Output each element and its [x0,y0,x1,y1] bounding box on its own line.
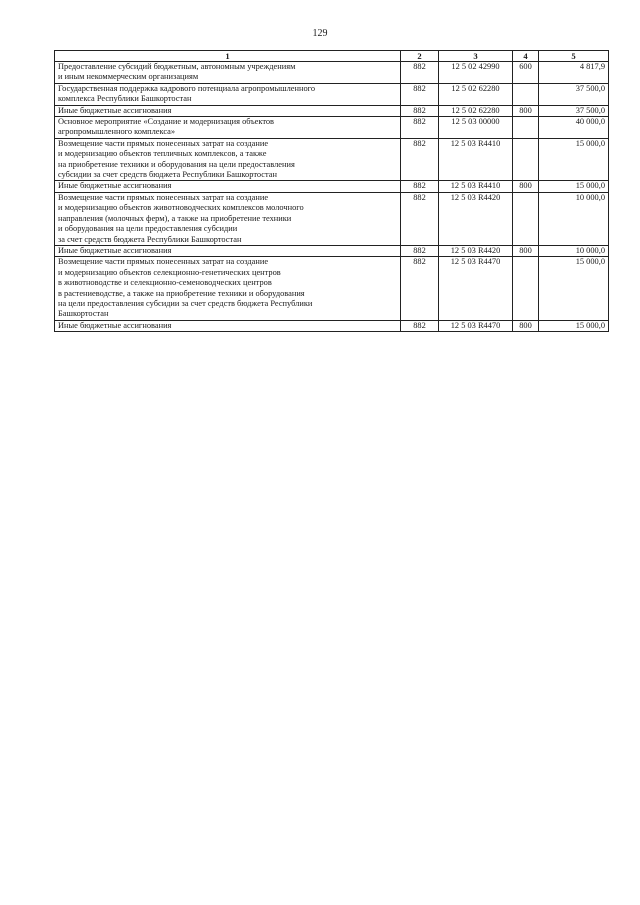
row-amount: 10 000,0 [539,192,609,245]
page-number: 129 [312,28,328,39]
row-department-code: 882 [401,117,439,139]
row-name: Государственная поддержка кадрового потенциала агропромышленного комплекса Республики Башкортостан [55,83,401,105]
column-header-4: 4 [513,51,539,62]
table-row [55,245,609,256]
row-expense-type [513,257,539,320]
row-name: Иные бюджетные ассигнования [55,181,401,192]
row-department-code: 882 [401,320,439,331]
column-header-1: 1 [55,51,401,62]
row-department-code: 882 [401,83,439,105]
column-header-5: 5 [539,51,609,62]
table-row [55,192,609,245]
table-row [55,320,609,331]
table-row [55,181,609,192]
row-expense-type [513,83,539,105]
row-name: Основное мероприятие «Создание и модернизация объектов агропромышленного комплекса» [55,117,401,139]
column-header-3: 3 [439,51,513,62]
table-row [55,62,609,84]
row-target-article: 12 5 03 R4420 [439,192,513,245]
table-row [55,105,609,116]
row-target-article: 12 5 03 R4470 [439,320,513,331]
table-header-row [55,51,609,62]
row-department-code: 882 [401,138,439,181]
row-amount: 10 000,0 [539,245,609,256]
row-name: Возмещение части прямых понесенных затрат на создание и модернизацию объектов селекционно-генетических центров в животноводстве и селекционно-семеноводческих центров в растениеводстве, а также на приобретение техники и оборудования на цели предоставления субсидии за счет средств бюджета Республики Башкортостан [55,257,401,320]
row-name: Возмещение части прямых понесенных затрат на создание и модернизацию объектов тепличных комплексов, а также на приобретение техники и оборудования на цели предоставления субсидии за счет средств бюджета Республики Башкортостан [55,138,401,181]
row-amount: 37 500,0 [539,105,609,116]
row-amount: 15 000,0 [539,257,609,320]
row-name: Иные бюджетные ассигнования [55,320,401,331]
table-row [55,83,609,105]
table-row [55,117,609,139]
row-target-article: 12 5 02 62280 [439,83,513,105]
row-target-article: 12 5 02 42990 [439,62,513,84]
row-amount: 15 000,0 [539,181,609,192]
row-name: Иные бюджетные ассигнования [55,245,401,256]
row-department-code: 882 [401,105,439,116]
row-target-article: 12 5 02 62280 [439,105,513,116]
row-expense-type: 800 [513,181,539,192]
row-expense-type: 800 [513,105,539,116]
row-name: Иные бюджетные ассигнования [55,105,401,116]
row-name: Возмещение части прямых понесенных затрат на создание и модернизацию объектов животноводческих комплексов молочного направления (молочных ферм), а также на приобретение техники и оборудования на цели предоставления субсидии за счет средств бюджета Республики Башкортостан [55,192,401,245]
row-department-code: 882 [401,257,439,320]
row-department-code: 882 [401,245,439,256]
column-header-2: 2 [401,51,439,62]
row-expense-type [513,192,539,245]
budget-table [54,50,609,332]
table-row [55,257,609,320]
row-department-code: 882 [401,192,439,245]
row-target-article: 12 5 03 R4420 [439,245,513,256]
row-target-article: 12 5 03 00000 [439,117,513,139]
row-amount: 15 000,0 [539,320,609,331]
row-amount: 37 500,0 [539,83,609,105]
row-expense-type: 800 [513,245,539,256]
row-department-code: 882 [401,181,439,192]
row-name: Предоставление субсидий бюджетным, автономным учреждениям и иным некоммерческим организациям [55,62,401,84]
row-amount: 15 000,0 [539,138,609,181]
row-amount: 4 817,9 [539,62,609,84]
row-target-article: 12 5 03 R4410 [439,138,513,181]
row-expense-type: 600 [513,62,539,84]
row-target-article: 12 5 03 R4470 [439,257,513,320]
row-department-code: 882 [401,62,439,84]
row-amount: 40 000,0 [539,117,609,139]
row-expense-type: 800 [513,320,539,331]
row-expense-type [513,138,539,181]
row-target-article: 12 5 03 R4410 [439,181,513,192]
row-expense-type [513,117,539,139]
table-row [55,138,609,181]
